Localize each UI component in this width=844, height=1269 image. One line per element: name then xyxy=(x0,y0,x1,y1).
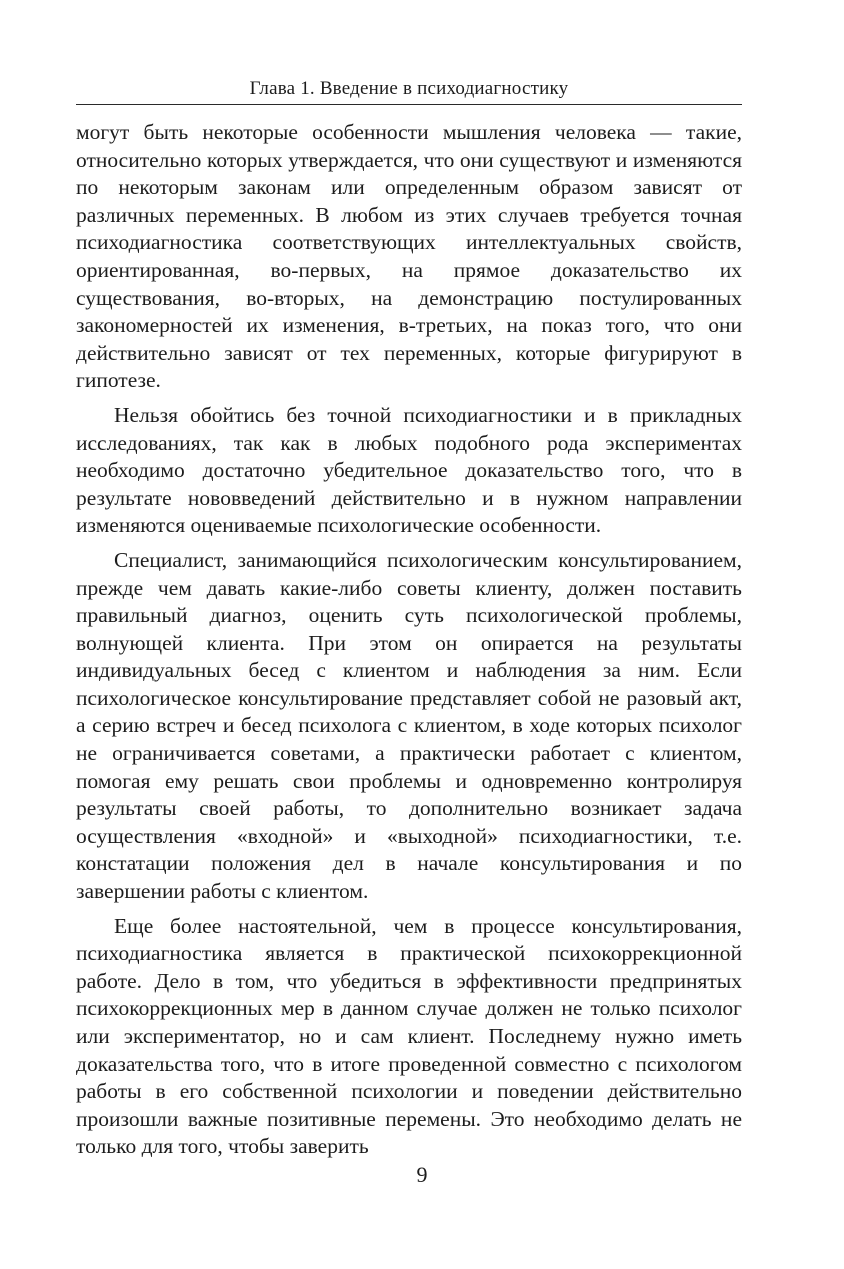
running-head: Глава 1. Введение в психодиагностику xyxy=(76,78,742,105)
paragraph-3: Специалист, занимающийся психологическим консультированием, прежде чем давать какие-либо советы клиенту, должен поставить правильный диагноз, оценить суть психологической проблемы, волнующей клиента. При этом он опирается на результаты индивидуальных бесед с клиентом и наблюдения за ним. Если психологическое консультирование представляет собой не разовый акт, а серию встреч и бесед психолога с клиентом, в ходе которых психолог не ограничивается советами, а практически работает с клиентом, помогая ему решать свои проблемы и одновременно контролируя результаты своей работы, то дополнительно возникает задача осуществления «входной» и «выходной» психодиагностики, т.е. констатации положения дел в начале консультирования и по завершении работы с клиентом. xyxy=(76,547,742,904)
body-text xyxy=(76,119,742,1168)
page-number: 9 xyxy=(416,1162,428,1187)
paragraph-2: Нельзя обойтись без точной психодиагностики и в прикладных исследованиях, так как в любых подобного рода экспериментах необходимо достаточно убедительное доказательство того, что в результате нововведений действительно и в нужном направлении изменяются оцениваемые психологические особенности. xyxy=(76,402,742,538)
paragraph-4: Еще более настоятельной, чем в процессе консультирования, психодиагностика является в практической психокоррекционной работе. Дело в том, что убедиться в эффективности предпринятых психокоррекционных мер в данном случае должен не только психолог или экспериментатор, но и сам клиент. Последнему нужно иметь доказательства того, что в итоге проведенной совместно с психологом работы в его собственной психологии и поведении действительно произошли важные позитивные перемены. Это необходимо делать не только для того, чтобы заверить xyxy=(76,913,742,1159)
paragraph-1: могут быть некоторые особенности мышления человека — такие, относительно которых утверждается, что они существуют и изменяются по некоторым законам или определенным образом зависят от различных переменных. В любом из этих случаев требуется точная психодиагностика соответствующих интеллектуальных свойств, ориентированная, во-первых, на прямое доказательство их существования, во-вторых, на демонстрацию постулированных закономерностей их изменения, в-третьих, на показ того, что они действительно зависят от тех переменных, которые фигурируют в гипотезе. xyxy=(76,120,742,393)
